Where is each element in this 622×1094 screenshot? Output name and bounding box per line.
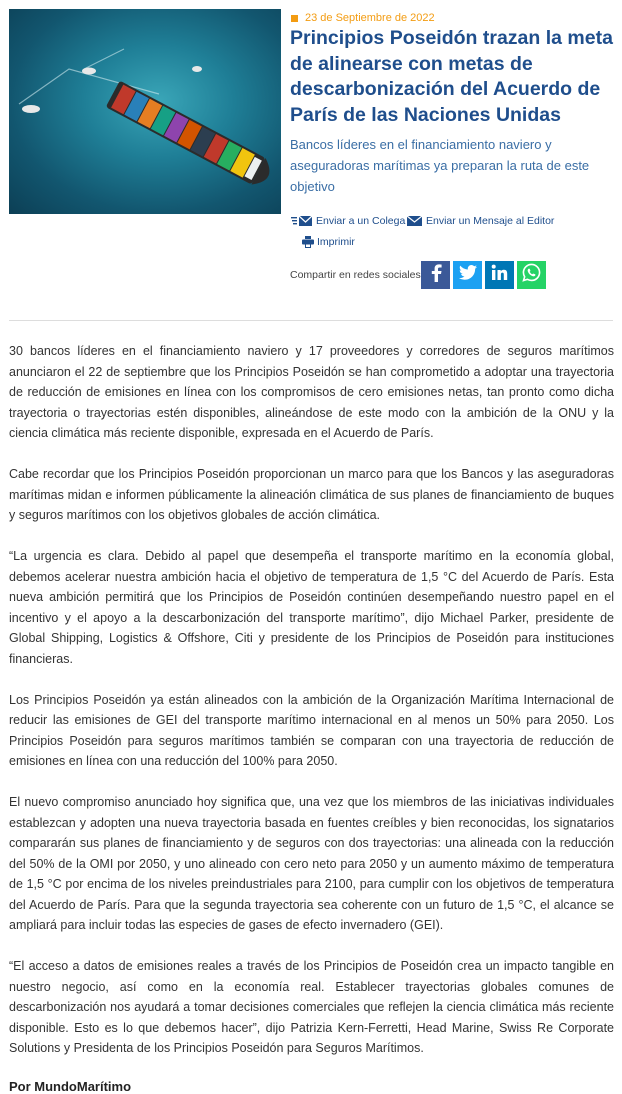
print-label: Imprimir (317, 236, 355, 248)
linkedin-share-button[interactable] (485, 261, 514, 289)
article-hero-image (9, 9, 281, 214)
whatsapp-icon (522, 263, 541, 287)
date-text: 23 de Septiembre de 2022 (305, 12, 435, 24)
mail-icon (407, 215, 423, 227)
article-paragraph-6: “El acceso a datos de emisiones reales a través de los Principios de Poseidón crea un impacto tangible en nuestro negocio, así como en la economía real. Establecer trayectorias globales comunes de descarbonización nos ayudará a tomar decisiones comerciales que reflejen la ciencia climática más reciente disponible. Esto es lo que debemos hacer”, dijo Patrizia Kern-Ferretti, Head Marine, Swiss Re Corporate Solutions y Presidenta de los Principios Poseidón para Seguros Marítimos. (9, 959, 614, 1055)
article-paragraph-2: Cabe recordar que los Principios Poseidón proporcionan un marco para que los Bancos y las aseguradoras marítimas midan e informen públicamente la alineación climática de sus planes de financiamiento de buques y seguros marítimos con los objetivos globales de acción climática. (9, 467, 614, 522)
article-date (291, 12, 435, 24)
send-colleague-label: Enviar a un Colega (316, 215, 406, 227)
article-paragraph-4: Los Principios Poseidón ya están alineados con la ambición de la Organización Marítima Internacional de reducir las emisiones de GEI del transporte marítimo internacional en al menos un 50% para 2050. Los Principios Poseidón para seguros marítimos también se comparan con una trayectoria de reducción de emisiones en línea con una reducción del 100% para 2050. (9, 692, 614, 768)
article-title: Principios Poseidón trazan la meta de alinearse con metas de descarbonización del Acuerdo de París de las Naciones Unidas (290, 27, 613, 126)
header-divider (9, 320, 613, 321)
article-paragraph-3: “La urgencia es clara. Debido al papel que desempeña el transporte marítimo en la economía global, debemos acelerar nuestra ambición hacia el objetivo de temperatura de 1,5 °C del Acuerdo de París. Esta nueva ambición permitirá que los Principios de Poseidón continúen desempeñando nuestro papel en el incentivo y el apoyo a la descarbonización del transporte marítimo”, dijo Michael Parker, presidente de Global Shipping, Logistics & Offshore, Citi y presidente de los Principios de Poseidón para instituciones financieras. (9, 549, 614, 666)
facebook-icon (429, 264, 443, 287)
date-marker-icon (291, 15, 298, 22)
send-to-colleague-link[interactable] (291, 215, 405, 227)
social-share-buttons (421, 261, 546, 289)
send-editor-label: Enviar un Mensaje al Editor (426, 215, 555, 227)
send-to-editor-link[interactable] (407, 215, 554, 227)
linkedin-icon (491, 264, 508, 286)
print-link[interactable] (302, 236, 355, 248)
printer-icon (302, 236, 314, 248)
send-colleague-icon (291, 215, 313, 227)
article-body (9, 341, 614, 1094)
article-paragraph-5: El nuevo compromiso anunciado hoy significa que, una vez que los miembros de las iniciativas individuales establezcan y adopten una nueva trayectoria basada en fuentes creíbles y bien reconocidas, los signatarios compararán sus planes de financiamiento y de seguros con dos trayectorias: una alineada con la reducción del 50% de la OMI por 2050, y uno alineado con cero neto para 2050 y un aumento máximo de temperatura de 1,5 °C por encima de los niveles preindustriales para 2100, para cumplir con los objetivos de temperatura del Acuerdo de París. Para que la segunda trayectoria sea coherente con un futuro de 1,5 °C, el alcance se ampliará para incluir todas las especies de gases de efecto invernadero (GEI). (9, 795, 614, 932)
twitter-icon (459, 265, 477, 285)
article-author: Por MundoMarítimo (9, 1079, 132, 1094)
article-subtitle: Bancos líderes en el financiamiento naviero y aseguradoras marítimas ya preparan la ruta de este objetivo (290, 137, 590, 194)
share-label: Compartir en redes sociales (290, 269, 421, 281)
facebook-share-button[interactable] (421, 261, 450, 289)
twitter-share-button[interactable] (453, 261, 482, 289)
article-paragraph-1: 30 bancos líderes en el financiamiento naviero y 17 proveedores y corredores de seguros marítimos anunciaron el 22 de septiembre que los Principios Poseidón se han comprometido a adoptar una trayectoria de reducción de emisiones en línea con los compromisos de cero emisiones netas, tan pronto como dicha trayectoria o trayectorias estén disponibles, alineándose de este modo con la ambición de la ONU y la ciencia climática más reciente disponible, expresada en el Acuerdo de París. (9, 344, 614, 440)
whatsapp-share-button[interactable] (517, 261, 546, 289)
